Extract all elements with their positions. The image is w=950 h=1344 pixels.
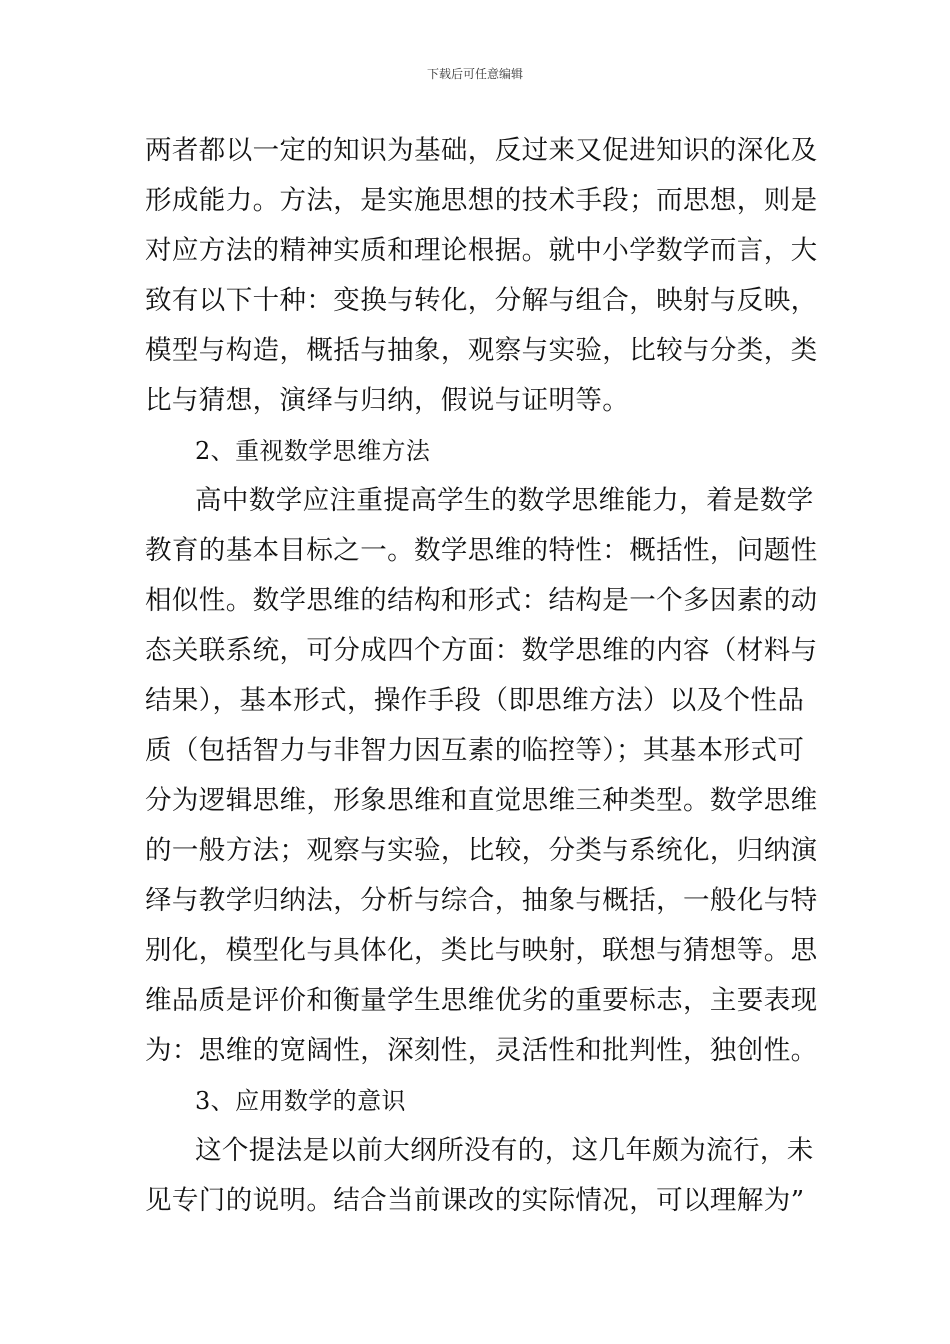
paragraph-line: 为：思维的宽阔性，深刻性，灵活性和批判性，独创性。: [145, 1035, 818, 1066]
paragraph-line: 维品质是评价和衡量学生思维优劣的重要标志，主要表现: [145, 985, 818, 1016]
paragraph-line: 这个提法是以前大纲所没有的，这几年颇为流行，未: [195, 1135, 814, 1166]
paragraph-line: 分为逻辑思维，形象思维和直觉思维三种类型。数学思维: [145, 785, 818, 816]
body-text: [145, 126, 818, 1226]
paragraph-line: 教育的基本目标之一。数学思维的特性：概括性，问题性: [145, 535, 818, 566]
paragraph-line: 别化，模型化与具体化，类比与映射，联想与猜想等。思: [145, 935, 818, 966]
paragraph-line: 质（包括智力与非智力因互素的临控等）；其基本形式可: [145, 735, 805, 766]
paragraph-line: 比与猜想，演绎与归纳，假说与证明等。: [145, 385, 630, 416]
paragraph-line: 结果），基本形式，操作手段（即思维方法）以及个性品: [145, 685, 805, 716]
section-heading: 3、应用数学的意识: [195, 1087, 406, 1115]
paragraph-line: 见专门的说明。结合当前课改的实际情况，可以理解为”: [145, 1185, 805, 1216]
paragraph-line: 形成能力。方法，是实施思想的技术手段；而思想，则是: [145, 185, 818, 216]
paragraph-line: 的一般方法；观察与实验，比较，分类与系统化，归纳演: [145, 835, 818, 866]
paragraph-line: 对应方法的精神实质和理论根据。就中小学数学而言，大: [145, 235, 818, 266]
paragraph-line: 绎与教学归纳法，分析与综合，抽象与概括，一般化与特: [145, 885, 818, 916]
paragraph-line: 两者都以一定的知识为基础，反过来又促进知识的深化及: [145, 135, 818, 166]
page-header: 下载后可任意编辑: [426, 67, 523, 81]
paragraph-line: 相似性。数学思维的结构和形式：结构是一个多因素的动: [145, 585, 818, 616]
paragraph-line: 态关联系统，可分成四个方面：数学思维的内容（材料与: [145, 635, 818, 666]
paragraph-line: 高中数学应注重提高学生的数学思维能力，着是数学: [195, 485, 814, 516]
paragraph-line: 致有以下十种：变换与转化，分解与组合，映射与反映，: [145, 285, 818, 316]
section-heading: 2、重视数学思维方法: [195, 437, 431, 465]
paragraph-line: 模型与构造，概括与抽象，观察与实验，比较与分类，类: [145, 335, 818, 366]
